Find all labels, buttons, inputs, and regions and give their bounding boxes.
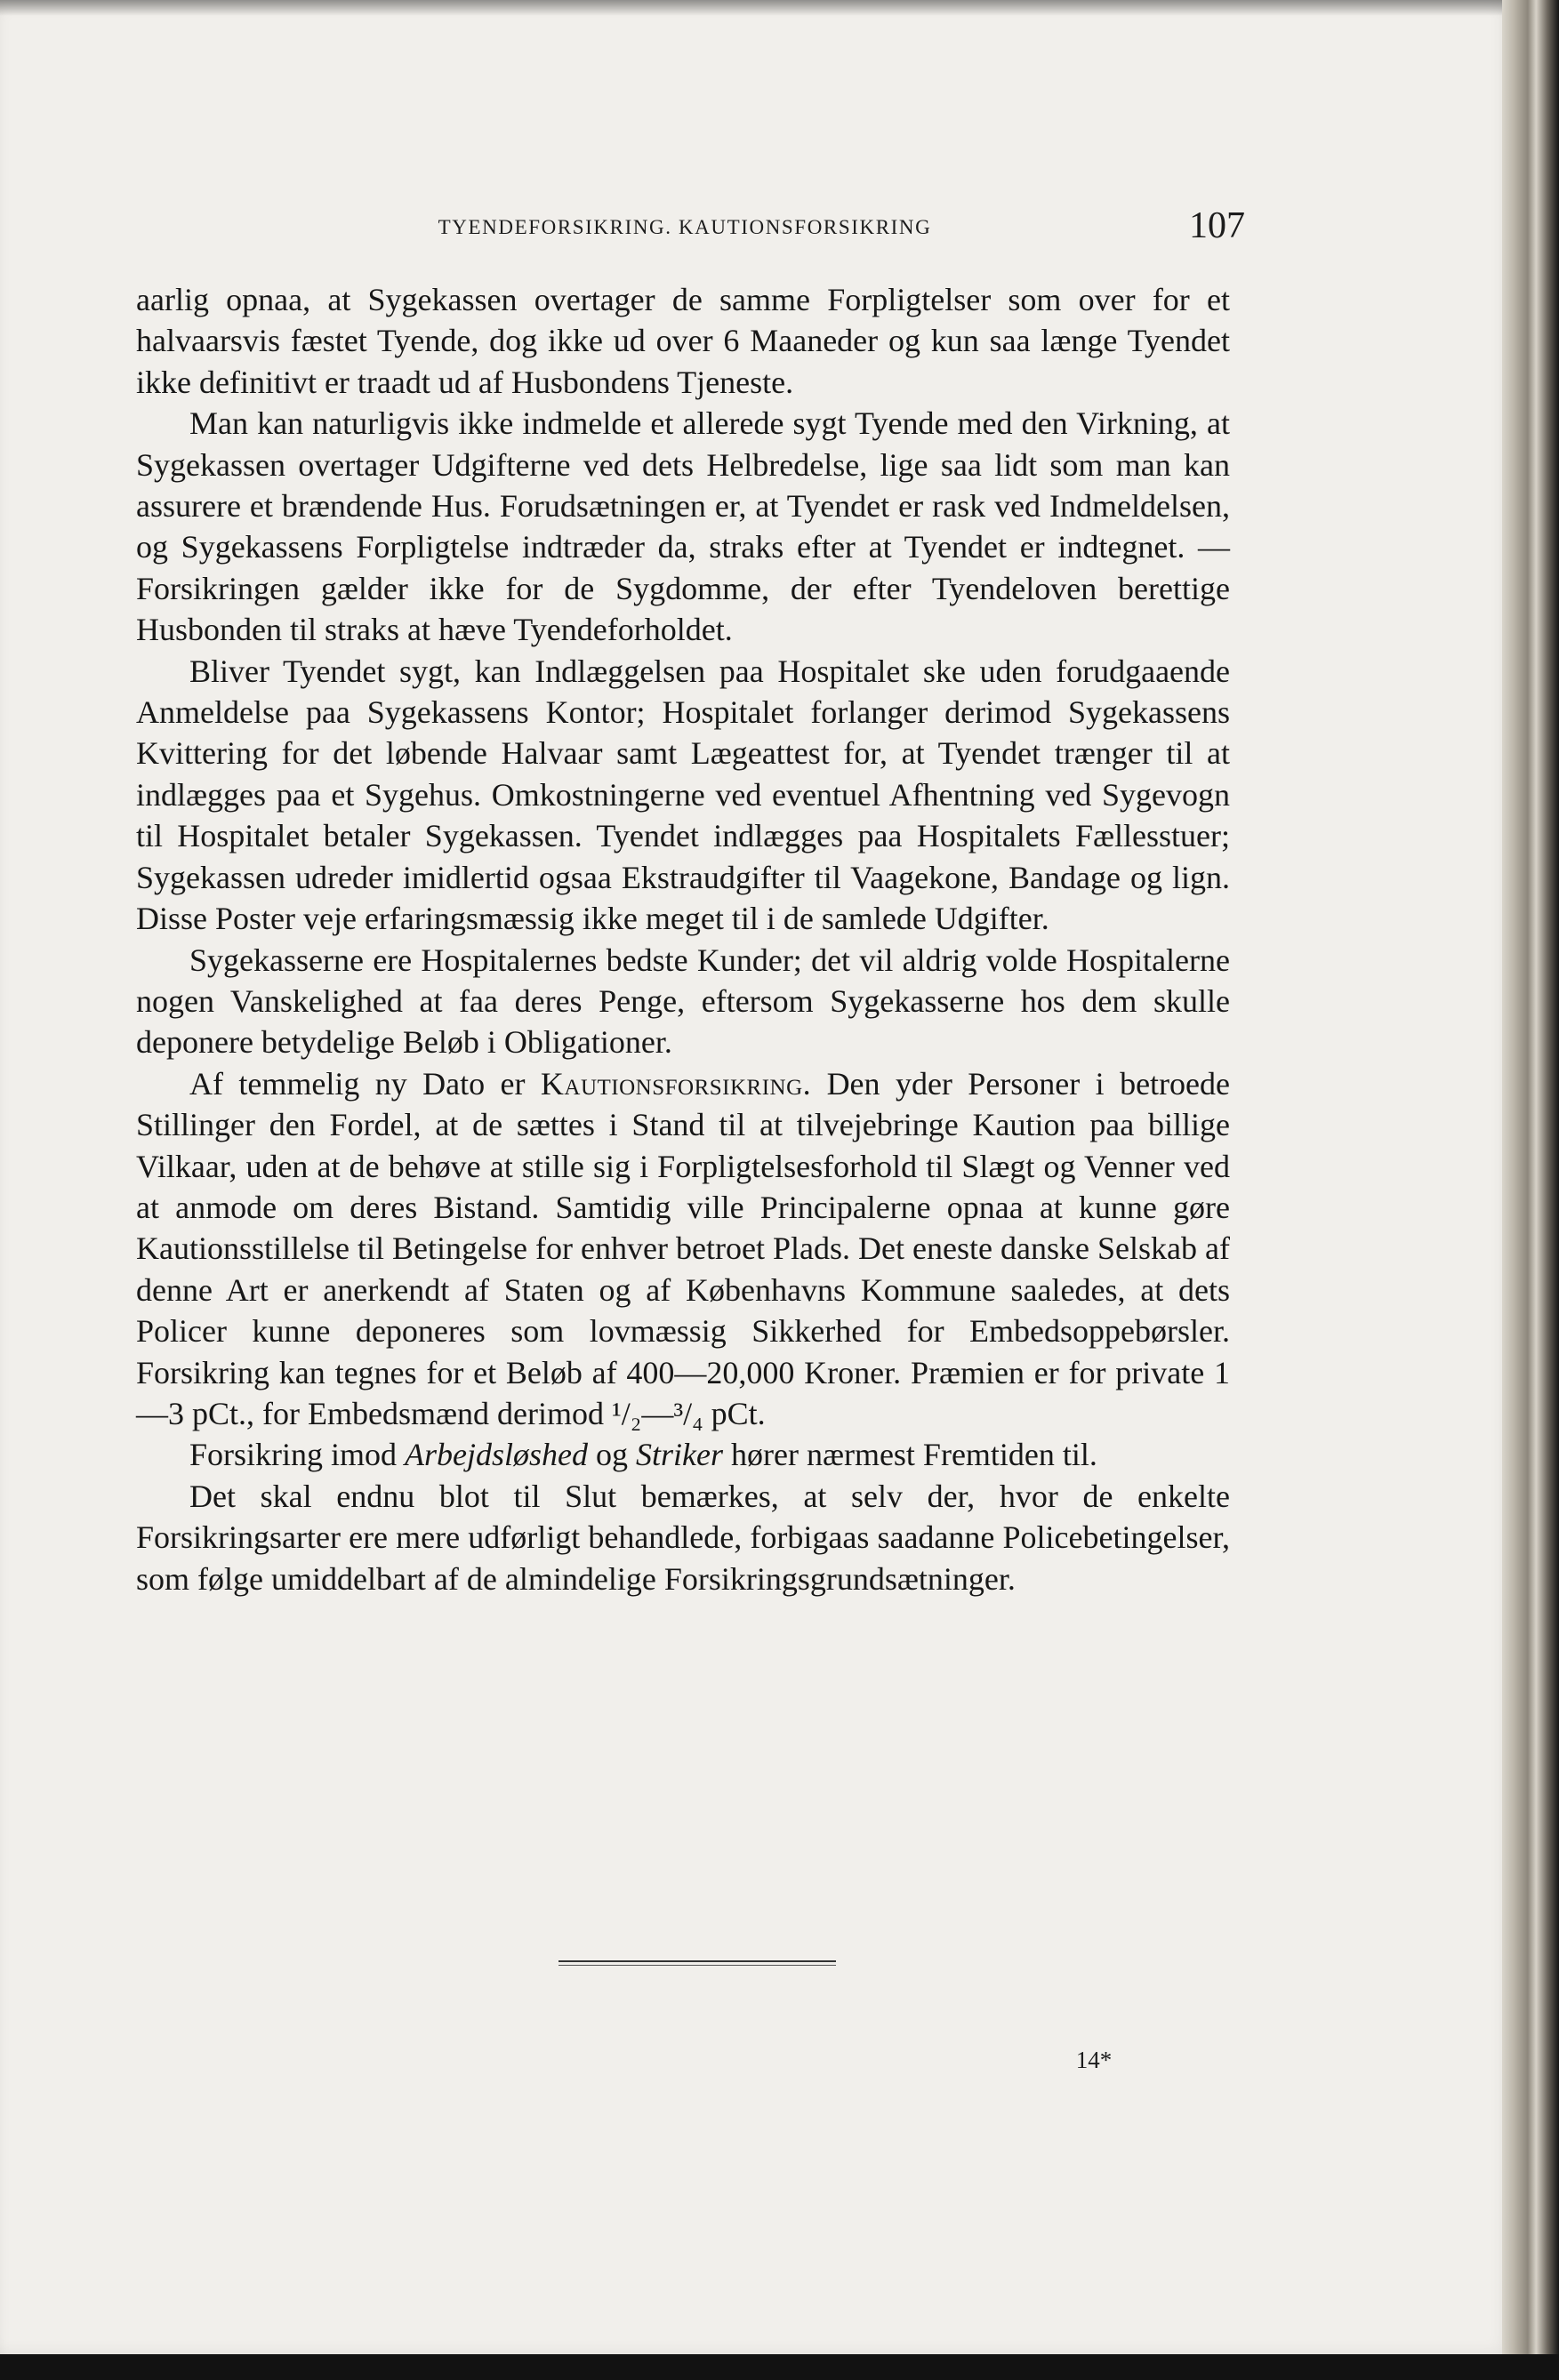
- section-term-kautionsforsikring: Kautionsforsikring.: [540, 1065, 812, 1102]
- paragraph-5-body: Den yder Personer i betroede Stillinger den Fordel, at de sættes i Stand til at tilvejebringe Kaution paa billige Vilkaar, uden at de behøve at stille sig i Forpligtelsesforhold til Slægt og Venner ved at anmode om deres Bistand. Samtidig ville Principalerne opnaa at kunne gøre Kautionsstillelse til Betingelse for enhver betroet Plads. Det eneste danske Selskab af denne Art er anerkendt af Staten og af Københavns Kommune saaledes, at dets Policer kunne deponeres som lovmæssig Sikkerhed for Embedsoppebørsler. Forsikring kan tegnes for et Beløb af 400—20,000 Kroner. Præmien er for private 1—3 pCt., for Embedsmænd derimod: [136, 1065, 1230, 1431]
- term-arbejdsloshed: Arbejdsløshed: [405, 1437, 588, 1473]
- term-striker: Striker: [636, 1437, 723, 1473]
- signature-mark: 14*: [1075, 2047, 1113, 2073]
- rule-line-bottom: [559, 1965, 836, 1966]
- paragraph-6-mid: og: [596, 1437, 628, 1473]
- paragraph-2: Man kan naturligvis ikke indmelde et allerede sygt Tyende med den Virkning, at Sygekassen overtager Udgifterne ved dets Helbredelse, lige saa lidt som man kan assurere et brændende Hus. Forudsætningen er, at Tyendet er rask ved Indmeldelsen, og Sygekassens Forpligtelse indtræder da, straks efter at Tyendet er indtegnet. — Forsikringen gælder ikke for de Sygdomme, der efter Tyendeloven berettige Husbonden til straks at hæve Tyendeforholdet.: [136, 405, 1230, 648]
- paragraph-6: [136, 1434, 1230, 1475]
- paragraph-4: Sygekasserne ere Hospitalernes bedste Kunder; det vil aldrig volde Hospitalerne nogen Vanskelighed at faa deres Penge, eftersom Sygekasserne hos dem skulle deponere betydelige Beløb i Obligationer.: [136, 942, 1230, 1061]
- paragraph-5-lead: Af temmelig ny Dato er: [189, 1065, 526, 1102]
- section-end-rule: [559, 1960, 836, 1968]
- rule-line-top: [559, 1960, 836, 1962]
- paragraph-6-lead: Forsikring imod: [189, 1437, 398, 1473]
- book-spine-edge: [1502, 0, 1559, 2380]
- paragraph-3: Bliver Tyendet sygt, kan Indlæggelsen paa Hospitalet ske uden forudgaaende Anmeldelse paa Sygekassens Kontor; Hospitalet forlanger derimod Sygekassens Kvittering for det løbende Halvaar samt Lægeattest for, at Tyendet trænger til at indlægges paa et Sygehus. Omkostningerne ved eventuel Afhentning ved Sygevogn til Hospitalet betaler Sygekassen. Tyendet indlægges paa Hospitalets Fællesstuer; Sygekassen udreder imidlertid ogsaa Ekstraudgifter til Vaagekone, Bandage og lign. Disse Poster veje erfaringsmæssig ikke meget til i de samlede Udgifter.: [136, 653, 1230, 937]
- paragraph-6-end: hører nærmest Fremtiden til.: [730, 1437, 1097, 1473]
- paragraph-5: [136, 1063, 1230, 1435]
- scan-bottom-edge: [0, 2354, 1559, 2380]
- paragraph-7: Det skal endnu blot til Slut bemærkes, at selv der, hvor de enkelte Forsikringsarter ere mere udførligt behandlede, forbigaas saadanne Policebetingelser, som følge umiddelbart af de almindelige Forsikringsgrundsætninger.: [136, 1478, 1230, 1597]
- paragraph-1: aarlig opnaa, at Sygekassen overtager de samme Forpligtelser som over for et halvaarsvis fæstet Tyende, dog ikke ud over 6 Maaneder og kun saa længe Tyendet ikke definitivt er traadt ud af Husbondens Tjeneste.: [136, 282, 1230, 400]
- running-head: TYENDEFORSIKRING. KAUTIONSFORSIKRING: [438, 216, 932, 238]
- paragraph-5-end: pCt.: [703, 1395, 766, 1431]
- premium-fraction: ¹/₂—³/₄: [611, 1395, 703, 1431]
- page-top-shadow: [0, 0, 1516, 16]
- body-text: [136, 279, 1230, 1599]
- page-number: 107: [1189, 205, 1245, 246]
